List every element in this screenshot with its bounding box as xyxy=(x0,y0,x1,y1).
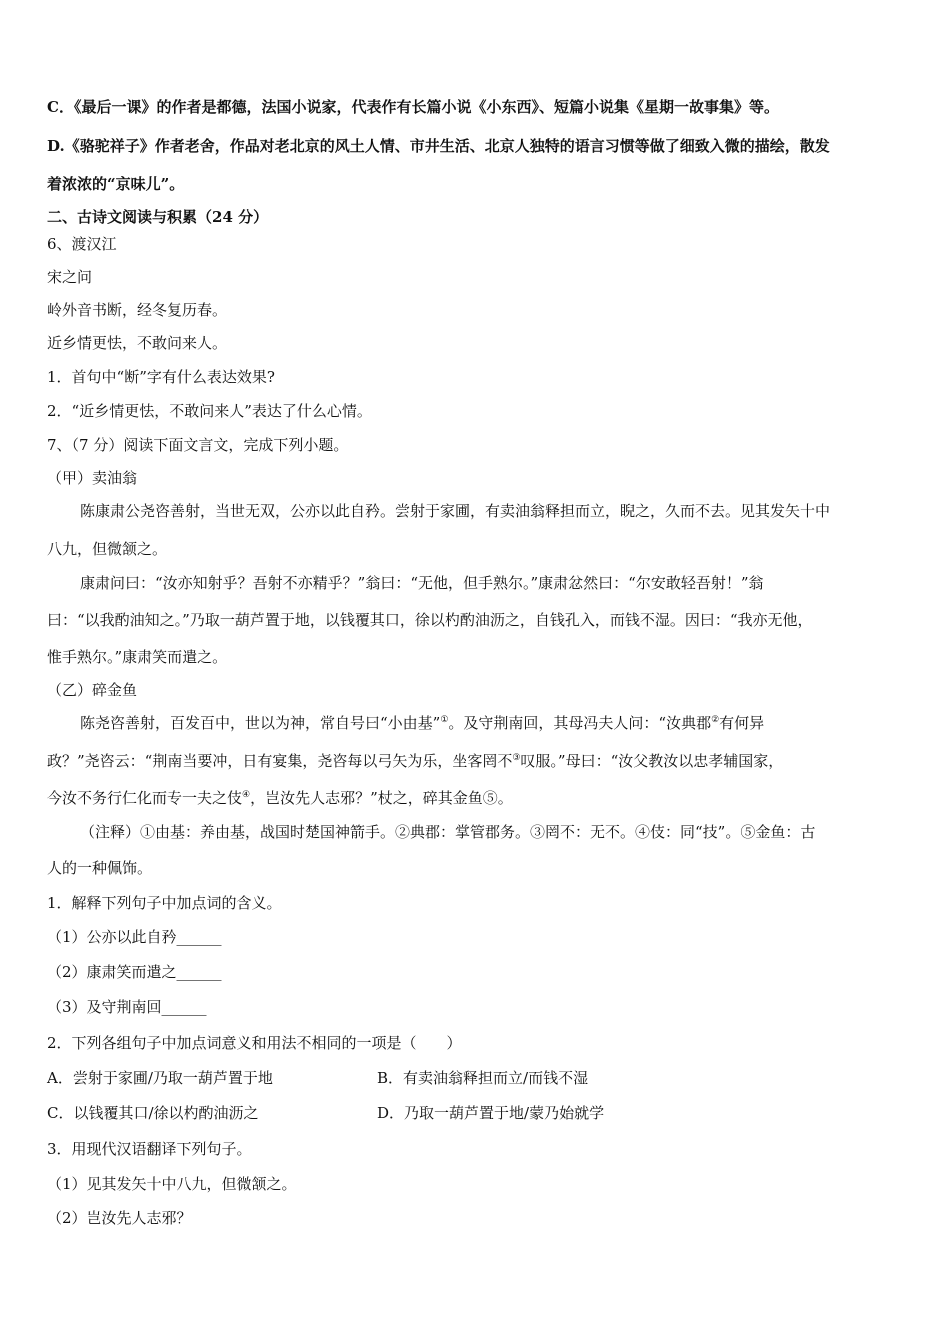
passage-jia-p2-line-1: 康肃问曰：“汝亦知射乎？吾射不亦精乎？”翁曰：“无他，但手熟尔。”康肃忿然曰：“尔安敢轻吾射！”翁 xyxy=(80,574,764,592)
question-6-title: 6、渡汉江 xyxy=(47,235,117,253)
passage-yi-text: 陈尧咨善射，百发百中，世以为神，常自号曰“小由基” xyxy=(80,714,441,732)
footnote-marker: ④ xyxy=(242,790,251,800)
footnote-marker: ① xyxy=(440,715,449,725)
section-2-title: 二、古诗文阅读与积累（24 分） xyxy=(47,208,269,226)
question-7-sub-1-item-2: （2）康肃笑而遣之______ xyxy=(47,963,222,981)
question-7-title: 7、（7 分）阅读下面文言文，完成下列小题。 xyxy=(47,436,349,454)
poem-line-2: 近乡情更怯，不敢问来人。 xyxy=(47,334,228,352)
question-7-sub-3-item-1: （1）见其发矢十中八九，但微颔之。 xyxy=(47,1175,297,1193)
option-d-line-1: D.《骆驼祥子》作者老舍，作品对老北京的风土人情、市井生活、北京人独特的语言习惯等做了细致入微的描绘，散发 xyxy=(47,137,830,155)
question-6-sub-1: 1．首句中“断”字有什么表达效果? xyxy=(47,368,275,386)
option-c: C．《最后一课》的作者是都德，法国小说家，代表作有长篇小说《小东西》、短篇小说集《星期一故事集》等。 xyxy=(47,98,779,116)
notes-line-2: 人的一种佩饰。 xyxy=(47,859,153,877)
options-row-ab xyxy=(47,1067,588,1088)
footnote-marker: ② xyxy=(711,715,720,725)
question-7-sub-2: 2．下列各组句子中加点词意义和用法不相同的一项是（ ） xyxy=(47,1034,462,1052)
question-7-sub-1: 1．解释下列句子中加点词的含义。 xyxy=(47,894,282,912)
passage-jia-p2-line-2: 曰：“以我酌油知之。”乃取一葫芦置于地，以钱覆其口，徐以杓酌油沥之，自钱孔入，而钱不湿。因曰：“我亦无他， xyxy=(47,611,813,629)
passage-yi-text: 今汝不务行仁化而专一夫之伎 xyxy=(47,789,243,807)
options-row-cd xyxy=(47,1102,604,1123)
passage-yi-title: （乙）碎金鱼 xyxy=(47,681,138,699)
passage-yi-text: 叹服。”母曰：“汝父教汝以忠孝辅国家， xyxy=(520,752,784,770)
question-6-sub-2: 2．“近乡情更怯，不敢问来人”表达了什么心情。 xyxy=(47,402,372,420)
poem-line-1: 岭外音书断，经冬复历春。 xyxy=(47,301,228,319)
passage-yi-text: ，岂汝先人志邪？”杖之，碎其金鱼⑤。 xyxy=(250,789,513,807)
question-7-sub-3-item-2: （2）岂汝先人志邪？ xyxy=(47,1209,192,1227)
poem-author: 宋之问 xyxy=(47,268,93,286)
question-7-sub-3: 3．用现代汉语翻译下列句子。 xyxy=(47,1140,252,1158)
option-b: B．有卖油翁释担而立/而钱不湿 xyxy=(377,1069,589,1087)
passage-yi-text: 。及守荆南回，其母冯夫人问：“汝典郡 xyxy=(448,714,712,732)
passage-yi-line-3 xyxy=(47,787,513,808)
passage-jia-p2-line-3: 惟手熟尔。”康肃笑而遣之。 xyxy=(47,648,228,666)
passage-jia-title: （甲）卖油翁 xyxy=(47,469,138,487)
option-d-line-2: 着浓浓的“京味儿”。 xyxy=(47,175,185,193)
passage-yi-line-2 xyxy=(47,750,783,771)
option-c-choice: C．以钱覆其口/徐以杓酌油沥之 xyxy=(47,1104,259,1122)
passage-jia-p1-line-1: 陈康肃公尧咨善射，当世无双，公亦以此自矜。尝射于家圃，有卖油翁释担而立，睨之，久而不去。见其发矢十中 xyxy=(80,502,831,520)
passage-yi-line-1 xyxy=(47,712,764,733)
passage-yi-text: 有何异 xyxy=(719,714,765,732)
question-7-sub-1-item-3: （3）及守荆南回______ xyxy=(47,998,207,1016)
notes-line-1: （注释）①由基：养由基，战国时楚国神箭手。②典郡：掌管郡务。③罔不：无不。④伎：同“技”。⑤金鱼：古 xyxy=(80,823,816,841)
question-7-sub-1-item-1: （1）公亦以此自矜______ xyxy=(47,928,222,946)
option-a: A．尝射于家圃/乃取一葫芦置于地 xyxy=(47,1069,273,1087)
footnote-marker: ③ xyxy=(512,753,521,763)
option-d-choice: D．乃取一葫芦置于地/蒙乃始就学 xyxy=(377,1104,605,1122)
passage-jia-p1-line-2: 八九，但微颔之。 xyxy=(47,540,168,558)
passage-yi-text: 政？”尧咨云：“荆南当要冲，日有宴集，尧咨每以弓矢为乐，坐客罔不 xyxy=(47,752,513,770)
